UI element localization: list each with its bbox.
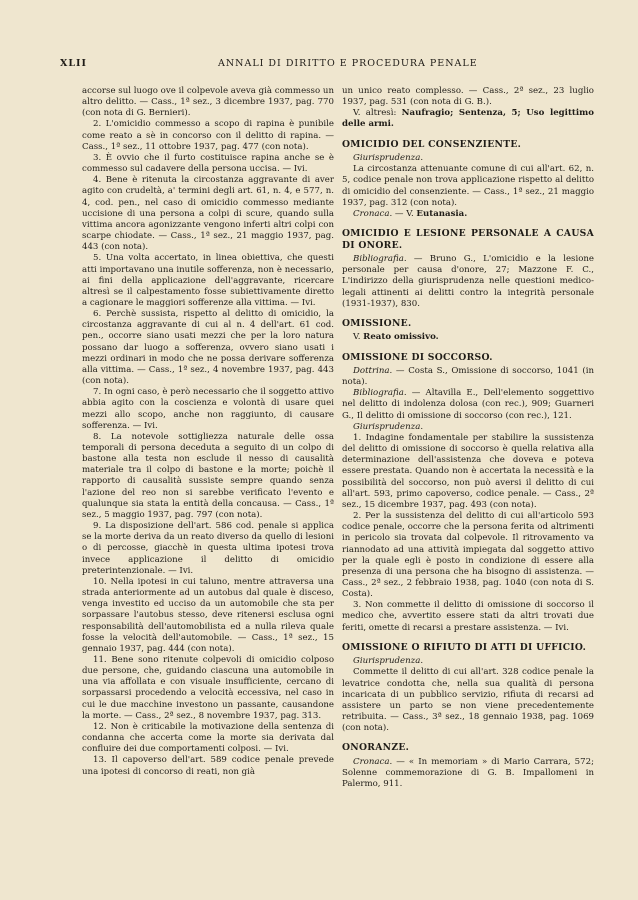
section-heading: OMISSIONE DI SOCCORSO. [342,351,493,363]
paragraph: 10. Nella ipotesi in cui taluno, mentre attraversa una strada anteriormente ad un autobus dal quale è disceso, venga investito ed ucciso da un automobile che sta per sorpassare l'autobus stesso, deve ritenersi esclusa ogni responsabilità dell'automobilista ed a nulla rileva quale fosse la velocità dell'automobile. — Cass., 1ª sez., 15 gennaio 1937, pag. 444 (con nota). [82,576,334,654]
paragraph: 2. Per la sussistenza del delitto di cui all'articolo 593 codice penale, occorre che la persona ferita od altrimenti in pericolo sia trovata dal colpevole. Il ritrovamento va riannodato ad una attività impiegata dal soggetto attivo per la quale egli è posto in condizione di essere alla presenza di una persona che ha bisogno di assistenza. — Cass., 2ª sez., 2 febbraio 1938, pag. 1040 (con nota di S. Costa). [342,511,594,600]
note-label: Cronaca. [353,756,393,767]
paragraph: 5. Una volta accertato, in linea obiettiva, che questi atti importavano una inutile sofferenza, non è necessario, ai fini della applicazione dell'aggravante, ricercare altresì se il calpestamento fosse subiettivamente diretto a cagionare le maggiori sofferenze alla vittima. — Ivi. [82,253,334,308]
left-column [82,86,334,778]
bibliography [342,388,594,421]
page-number: XLII [60,58,87,69]
right-column [342,86,594,790]
running-title: ANNALI DI DIRITTO E PROCEDURA PENALE [218,58,478,69]
see-prefix: V. [353,332,364,343]
chronicle-note [342,209,594,220]
paragraph: La circostanza attenuante comune di cui all'art. 62, n. 5, codice penale non trova applicazione rispetto al delitto di omicidio del consenziente. — Cass., 1ª sez., 21 maggio 1937, pag. 312 (con nota). [342,164,594,208]
paragraph: 1. Indagine fondamentale per stabilire la sussistenza del delitto di omissione di soccorso è quella relativa alla determinazione dell'assistenza che doveva e poteva essere prestata. Quando non è accertata la necessità e la possibilità del soccorso, non può aversi il delitto di cui all'art. 593, primo capoverso, codice penale. — Cass., 2ª sez., 15 dicembre 1937, pag. 493 (con nota). [342,432,594,510]
bibliography [342,254,594,310]
note-text: — « In memoriam » di Mario Carrara, 572; Solenne commemorazione di G. B. Impallomeni in Palermo, 911. [342,756,594,790]
paragraph: 9. La disposizione dell'art. 586 cod. penale si applica se la morte deriva da un reato diverso da quello di lesioni o di percosse, giacchè in questa ultima ipotesi trova invece applicazione il delitto di omicidio preterintenzionale. — Ivi. [82,521,334,576]
paragraph: 8. La notevole sottigliezza naturale delle ossa temporali di persona deceduta a seguito di un colpo di bastone alla testa non esclude il nesso di causalità materiale tra il colpo di bastone e la morte; poichè il rapporto di causalità sussiste sempre quando senza l'azione del reo non si sarebbe verificato l'evento e qualunque sia stata la entità della concausa. — Cass., 1ª sez., 5 maggio 1937, pag. 797 (con nota). [82,431,334,520]
paragraph: 3. È ovvio che il furto costituisce rapina anche se è commesso sul cadavere della persona uccisa. — Ivi. [82,152,334,175]
section-heading: ONORANZE. [342,742,410,754]
paragraph: 3. Non commette il delitto di omissione di soccorso il medico che, avvertito essere stati da altri trovati due feriti, omette di recarsi a prestare assistenza. — Ivi. [342,600,594,633]
chronicle-note [342,757,594,790]
see-also [342,332,594,343]
paragraph: 6. Perchè sussista, rispetto al delitto di omicidio, la circostanza aggravante di cui al n. 4 dell'art. 61 cod. pen., occorre siano usati mezzi che per la loro natura possano dar luogo a sofferenza, ovvero siano usati i mezzi ordinari in modo che ne possa derivare sofferenza alla vittima. — Cass., 1ª sez., 4 novembre 1937, pag. 443 (con nota). [82,309,334,387]
see-also-refs: Naufragio; Sentenza, 5; Uso legittimo delle armi. [342,108,594,130]
section-subtitle: Giurisprudenza. [353,421,424,432]
paragraph: 13. Il capoverso dell'art. 589 codice penale prevede una ipotesi di concorso di reati, non già [82,755,334,777]
paragraph: 11. Bene sono ritenute colpevoli di omicidio colposo due persone, che, guidando ciascuna una automobile in una via affollata e con visuale insufficiente, cercano di sorpassarsi procedendo a velocità eccessiva, nel caso in cui le due macchine investono un passante, causandone la morte. — Cass., 2ª sez., 8 novembre 1937, pag. 313. [82,654,334,721]
section-heading: OMISSIONE. [342,317,412,329]
paragraph: 4. Bene è ritenuta la circostanza aggravante di aver agito con crudeltà, a' termini degli art. 61, n. 4, e 577, n. 4, cod. pen., nel caso di omicidio commesso mediante uccisione di una persona a colpi di scure, quando sulla vittima ancora agonizzante vengono inferti altri colpi con scarpe chiodate. — Cass., 1ª sez., 21 maggio 1937, pag. 443 (con nota). [82,175,334,253]
doctrine [342,366,594,388]
doctrine-text: — Costa S., Omissione di soccorso, 1041 (in nota). [342,366,595,388]
note-label: Cronaca. [353,208,393,219]
section-subtitle: Giurisprudenza. [353,656,424,667]
paragraph: 12. Non è criticabile la motivazione della sentenza di condanna che accerta come la morte sia derivata dal confluire dei due comportamenti colposi. — Ivi. [82,721,334,755]
paragraph: 2. L'omicidio commesso a scopo di rapina è punibile come reato a sè in concorso con il delitto di rapina. — Cass., 1ª sez., 11 ottobre 1937, pag. 477 (con nota). [82,119,334,152]
page-header [60,58,578,69]
section-subtitle: Bibliografia. [353,254,407,265]
section-subtitle: Bibliografia. [353,388,407,399]
section-subtitle: Giurisprudenza. [353,153,424,164]
section-heading: OMICIDIO DEL CONSENZIENTE. [342,138,522,150]
note-text: — V. [392,208,417,219]
see-also-prefix: V. altresì: [353,108,402,119]
see-also [342,108,594,130]
paragraph: 7. In ogni caso, è però necessario che il soggetto attivo abbia agito con la coscienza e volontà di usare quei mezzi allo scopo, anche non raggiunto, di causare sofferenza. — Ivi. [82,387,334,431]
section-heading: OMISSIONE O RIFIUTO DI ATTI DI UFFICIO. [342,641,587,653]
section-subtitle: Dottrina. [353,366,393,376]
note-ref: Eutanasia. [416,208,468,219]
bibliography-text: — Altavilla E., Dell'elemento soggettivo nel delitto di indolenza dolosa (con rec.), 909; Guarneri G., Il delitto di omissione di soccorso (con rec.), 121. [342,388,594,421]
paragraph: Commette il delitto di cui all'art. 328 codice penale la levatrice condotta che, nella sua qualità di persona incaricata di un pubblico servizio, rifiuta di recarsi ad assistere un parto se non viene precedentemente retribuita. — Cass., 3ª sez., 18 gennaio 1938, pag. 1069 (con nota). [342,667,594,734]
bibliography-text: — Bruno G., L'omicidio e la lesione personale per causa d'onore, 27; Mazzone F. C., L'indirizzo della giurisprudenza nelle questioni medico-legali attinenti ai delitti contro la integrità personale (1931-1937), 830. [342,254,594,309]
section-heading: OMICIDIO E LESIONE PERSONALE A CAUSA DI ONORE. [342,228,594,251]
paragraph: un unico reato complesso. — Cass., 2ª sez., 23 luglio 1937, pag. 531 (con nota di G. B.). [342,86,594,108]
see-ref: Reato omissivo. [363,332,439,343]
paragraph: accorse sul luogo ove il colpevole aveva già commesso un altro delitto. — Cass., 1ª sez., 3 dicembre 1937, pag. 770 (con nota di G. Bernieri). [82,86,334,119]
